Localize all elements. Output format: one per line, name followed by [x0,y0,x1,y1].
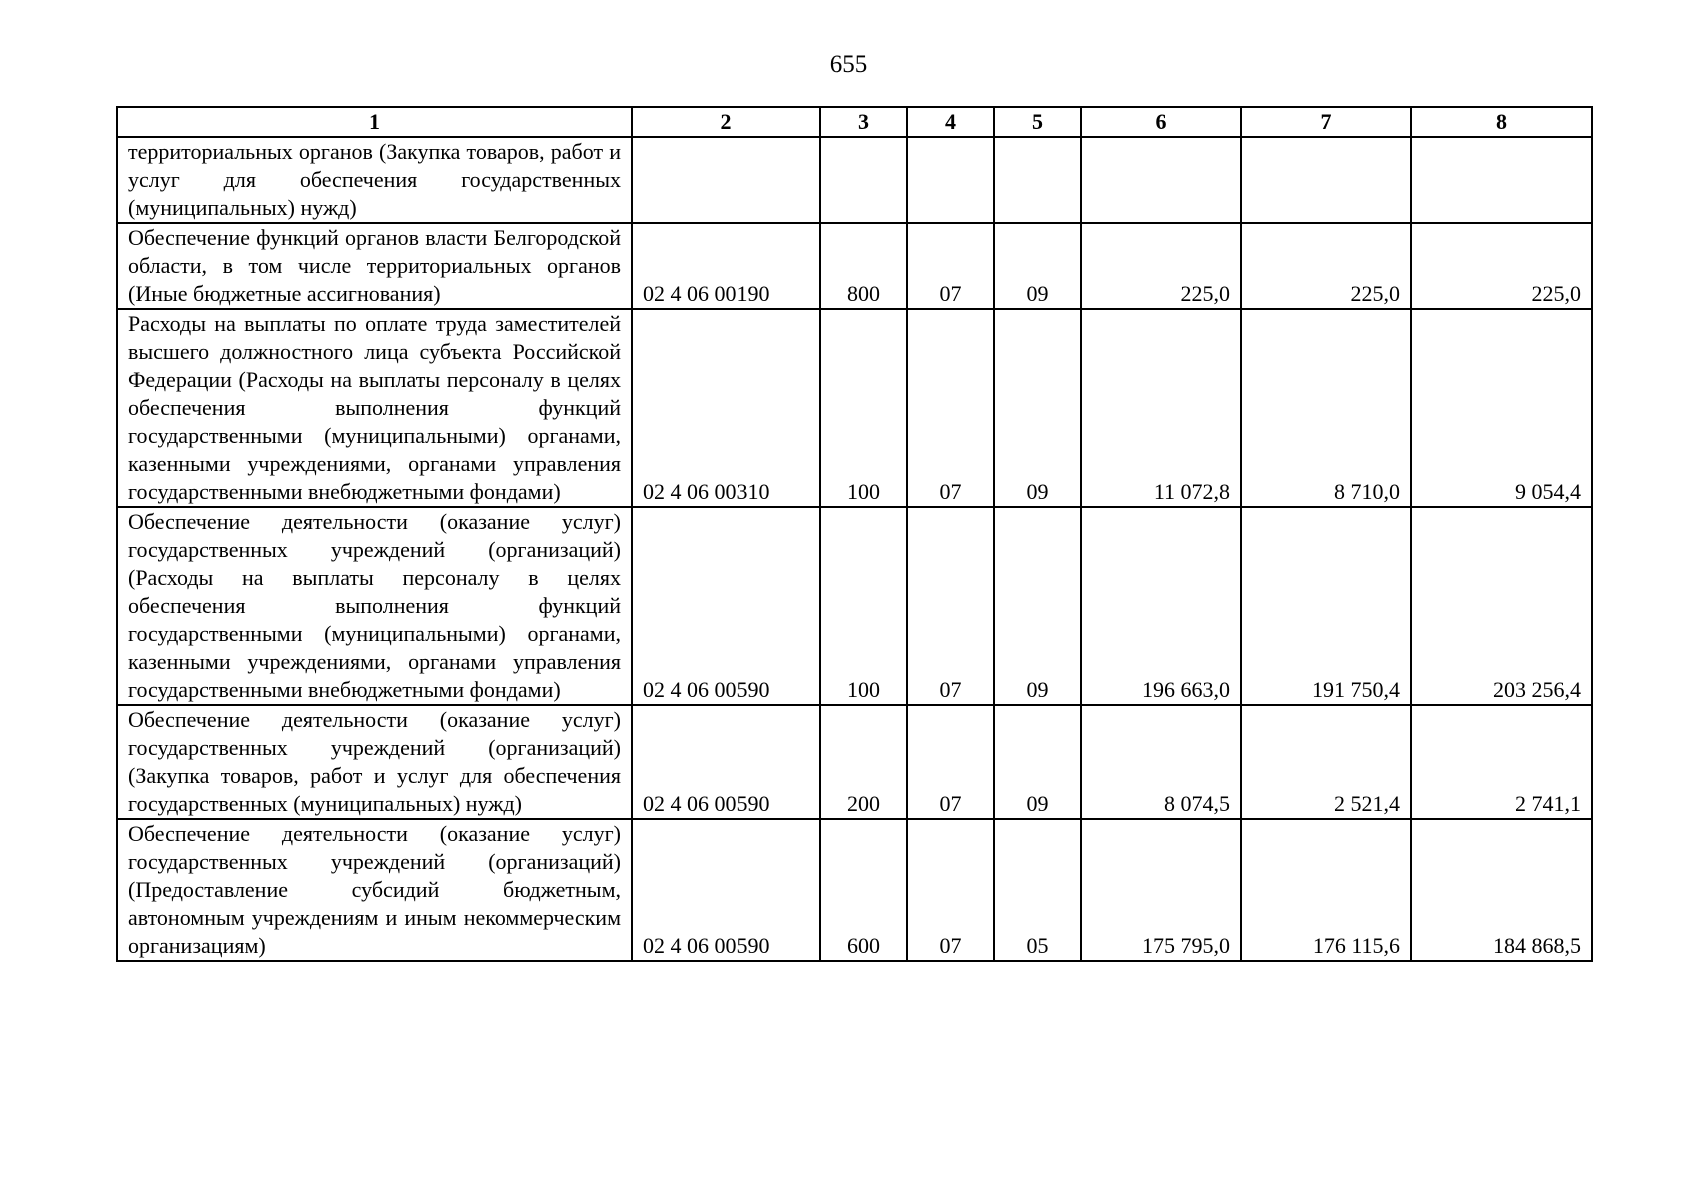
section-code [907,137,994,223]
amount-col-8 [1411,137,1592,223]
subsection-code: 09 [994,223,1081,309]
subsection-code [994,137,1081,223]
amount-col-8: 9 054,4 [1411,309,1592,507]
expense-type-code: 200 [820,705,907,819]
amount-col-6: 175 795,0 [1081,819,1241,961]
table-row [117,507,1592,705]
section-code: 07 [907,705,994,819]
column-header: 1 [117,107,632,137]
amount-col-6 [1081,137,1241,223]
amount-col-8: 225,0 [1411,223,1592,309]
budget-table [116,106,1593,962]
subsection-code: 09 [994,705,1081,819]
row-description: Обеспечение функций органов власти Белгородской области, в том числе территориальных органов (Иные бюджетные ассигнования) [117,223,632,309]
header-row [117,107,1592,137]
row-description: Обеспечение деятельности (оказание услуг) государственных учреждений (организаций) (Расходы на выплаты персоналу в целях обеспечения выполнения функций государственными (муниципальными) органами, казенными учреждениями, органами управления государственными внебюджетными фондами) [117,507,632,705]
page-number: 655 [829,51,868,78]
column-header: 3 [820,107,907,137]
column-header: 4 [907,107,994,137]
row-description: Обеспечение деятельности (оказание услуг) государственных учреждений (организаций) (Предоставление субсидий бюджетным, автономным учреждениям и иным некоммерческим организациям) [117,819,632,961]
subsection-code: 09 [994,309,1081,507]
row-description: Расходы на выплаты по оплате труда заместителей высшего должностного лица субъекта Российской Федерации (Расходы на выплаты персоналу в целях обеспечения выполнения функций государственными (муниципальными) органами, казенными учреждениями, органами управления государственными внебюджетными фондами) [117,309,632,507]
target-article-code: 02 4 06 00190 [632,223,820,309]
column-header: 7 [1241,107,1411,137]
table-row [117,705,1592,819]
amount-col-6: 225,0 [1081,223,1241,309]
table-row [117,223,1592,309]
section-code: 07 [907,223,994,309]
expense-type-code: 800 [820,223,907,309]
column-header: 8 [1411,107,1592,137]
amount-col-7: 176 115,6 [1241,819,1411,961]
expense-type-code [820,137,907,223]
column-header: 6 [1081,107,1241,137]
expense-type-code: 600 [820,819,907,961]
expense-type-code: 100 [820,507,907,705]
target-article-code: 02 4 06 00590 [632,507,820,705]
table-row [117,309,1592,507]
row-description: Обеспечение деятельности (оказание услуг) государственных учреждений (организаций) (Закупка товаров, работ и услуг для обеспечения государственных (муниципальных) нужд) [117,705,632,819]
column-header: 5 [994,107,1081,137]
column-header: 2 [632,107,820,137]
amount-col-7 [1241,137,1411,223]
table-row [117,137,1592,223]
amount-col-7: 225,0 [1241,223,1411,309]
target-article-code: 02 4 06 00310 [632,309,820,507]
amount-col-8: 2 741,1 [1411,705,1592,819]
amount-col-7: 2 521,4 [1241,705,1411,819]
subsection-code: 05 [994,819,1081,961]
target-article-code [632,137,820,223]
amount-col-6: 196 663,0 [1081,507,1241,705]
amount-col-6: 11 072,8 [1081,309,1241,507]
row-description: территориальных органов (Закупка товаров, работ и услуг для обеспечения государственных (муниципальных) нужд) [117,137,632,223]
section-code: 07 [907,309,994,507]
amount-col-7: 191 750,4 [1241,507,1411,705]
section-code: 07 [907,507,994,705]
amount-col-8: 184 868,5 [1411,819,1592,961]
subsection-code: 09 [994,507,1081,705]
target-article-code: 02 4 06 00590 [632,819,820,961]
target-article-code: 02 4 06 00590 [632,705,820,819]
table-row [117,819,1592,961]
amount-col-6: 8 074,5 [1081,705,1241,819]
expense-type-code: 100 [820,309,907,507]
amount-col-7: 8 710,0 [1241,309,1411,507]
amount-col-8: 203 256,4 [1411,507,1592,705]
section-code: 07 [907,819,994,961]
